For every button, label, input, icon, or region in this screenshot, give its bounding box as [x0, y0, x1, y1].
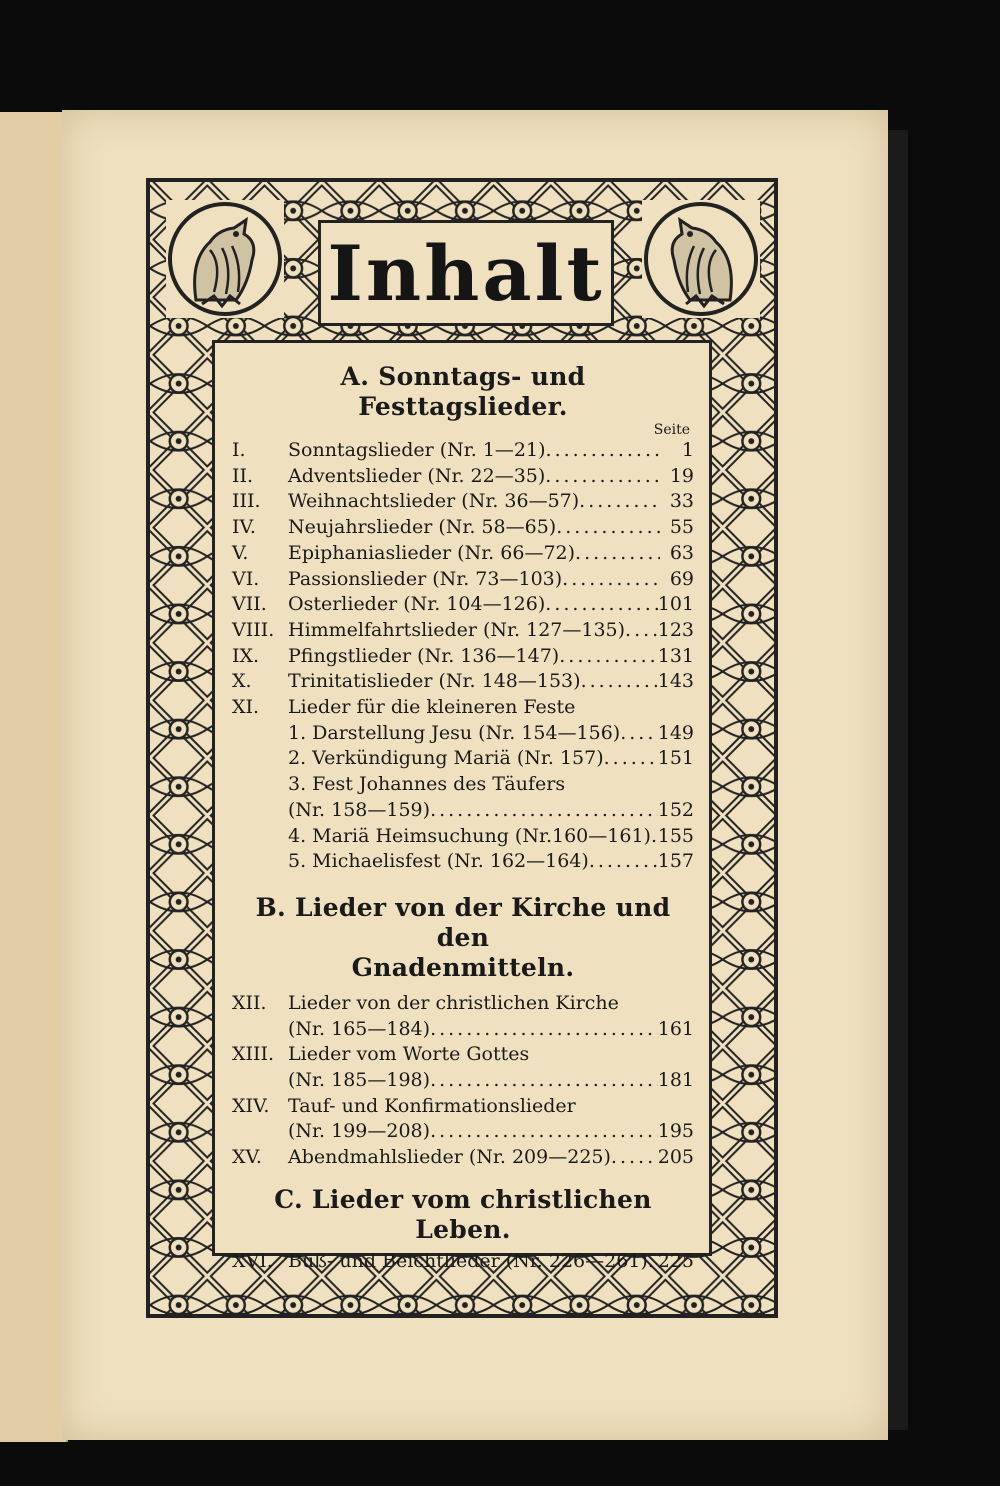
toc-label: Osterlieder (Nr. 104—126): [288, 593, 546, 616]
toc-leader-dots: [430, 1119, 658, 1145]
toc-row: [232, 1017, 694, 1043]
toc-number: [232, 1068, 288, 1094]
toc-label: Pfingstlieder (Nr. 136—147): [288, 644, 560, 667]
toc-page-number: 155: [657, 824, 694, 847]
toc-page-number: 19: [669, 464, 694, 487]
toc-leader-dots: [430, 798, 658, 824]
toc-label: Sonntagslieder (Nr. 1—21): [288, 439, 546, 461]
toc-leader-dots: [620, 721, 658, 747]
toc-label: Trinitatislieder (Nr. 148—153): [288, 670, 581, 693]
toc-leader-dots: [589, 849, 658, 875]
toc-page-number: 131: [657, 644, 694, 667]
toc-leader-dots: [559, 644, 658, 670]
toc-page-number: 55: [669, 516, 694, 539]
toc-row: [232, 567, 694, 593]
toc-leader-dots: [562, 567, 660, 593]
toc-row: [232, 798, 694, 824]
toc-number: X.: [232, 670, 252, 693]
toc-label: Lieder vom Worte Gottes: [288, 1043, 530, 1066]
toc-row: [232, 669, 694, 695]
toc-row: [232, 618, 694, 644]
toc-label: Tauf- und Konfirmationslieder: [288, 1094, 576, 1117]
toc-row: [232, 644, 694, 670]
toc-page-number: 195: [657, 1120, 694, 1143]
toc-label: Weihnachtslieder (Nr. 36—57): [288, 490, 580, 513]
toc-row: [232, 824, 694, 850]
toc-row: [232, 592, 694, 618]
toc-page-number: 181: [657, 1069, 694, 1092]
toc-number: [232, 1017, 288, 1043]
toc-label: 4. Mariä Heimsuchung (Nr.160—161): [288, 824, 651, 847]
toc-label: Buß- und Beichtlieder (Nr. 226—261): [288, 1249, 648, 1272]
toc-row: [232, 1119, 694, 1145]
title-box: [318, 220, 614, 326]
toc-row: [232, 746, 694, 772]
toc-label: (Nr. 165—184): [288, 1017, 431, 1040]
toc-leader-dots: [575, 541, 660, 567]
toc-label: Passionslieder (Nr. 73—103): [288, 567, 563, 590]
left-page-edge: [0, 112, 68, 1442]
toc-leader-dots: [625, 618, 658, 644]
toc-row: [232, 991, 694, 1017]
page-title: Inhalt: [327, 228, 605, 318]
toc-page-number: 149: [657, 721, 694, 744]
toc-page-number: 161: [657, 1017, 694, 1040]
toc-label: Neujahrslieder (Nr. 58—65): [288, 516, 557, 539]
toc-row: [232, 489, 694, 515]
toc-number: XIII.: [232, 1043, 275, 1066]
toc-number: V.: [232, 541, 249, 564]
toc-leader-dots: [579, 489, 660, 515]
eagle-icon: [642, 200, 760, 318]
toc-label: Himmelfahrtslieder (Nr. 127—135): [288, 618, 626, 641]
toc-label: Lieder von der christlichen Kirche: [288, 991, 619, 1014]
toc-row: [232, 1145, 694, 1171]
toc-label: (Nr. 158—159): [288, 798, 431, 821]
toc-label: 3. Fest Johannes des Täufers: [288, 773, 566, 796]
toc-page-number: 101: [657, 593, 694, 616]
toc-page-number: 157: [657, 850, 694, 873]
toc-page-number: 151: [657, 747, 694, 770]
toc-row: [232, 695, 694, 721]
seite-label: Seite: [653, 422, 690, 438]
toc-row: [232, 438, 694, 464]
toc-number: VIII.: [232, 618, 275, 641]
toc-page-number: 63: [669, 541, 694, 564]
toc-number: VII.: [232, 593, 267, 616]
toc-label: Epiphaniaslieder (Nr. 66—72): [288, 541, 576, 564]
toc-page-number: 123: [657, 618, 694, 641]
toc-leader-dots: [611, 1145, 658, 1171]
toc-leader-dots: [546, 438, 660, 464]
toc-label: Lieder für die kleineren Feste: [288, 696, 576, 719]
toc-row: [232, 515, 694, 541]
toc-leader-dots: [651, 824, 658, 850]
table-of-contents: [232, 362, 694, 1275]
toc-page-number: 1: [681, 439, 694, 461]
toc-row: [232, 1249, 694, 1275]
toc-leader-dots: [430, 1068, 658, 1094]
section-c-heading: C. Lieder vom christlichen Leben.: [274, 1184, 652, 1244]
toc-label: (Nr. 199—208): [288, 1120, 431, 1143]
section-b-list: [232, 991, 694, 1171]
toc-label: (Nr. 185—198): [288, 1069, 431, 1092]
toc-number: II.: [232, 464, 254, 487]
toc-page-number: 69: [669, 567, 694, 590]
toc-leader-dots: [545, 464, 660, 490]
section-a-heading: A. Sonntags- und Festtagslieder.: [340, 362, 586, 421]
toc-leader-dots: [648, 1249, 658, 1275]
toc-row: [232, 1068, 694, 1094]
toc-number: XI.: [232, 696, 260, 719]
toc-page-number: 33: [669, 490, 694, 513]
toc-number: XVI.: [232, 1249, 273, 1272]
toc-label: 2. Verkündigung Mariä (Nr. 157): [288, 747, 604, 770]
toc-row: [232, 464, 694, 490]
toc-number: III.: [232, 490, 261, 513]
toc-leader-dots: [604, 746, 658, 772]
section-c-list: [232, 1249, 694, 1275]
eagle-icon: [166, 200, 284, 318]
toc-page-number: 152: [657, 798, 694, 821]
toc-row: [232, 1094, 694, 1120]
toc-number: XIV.: [232, 1094, 270, 1117]
toc-label: Adventslieder (Nr. 22—35): [288, 464, 546, 487]
toc-page-number: 205: [657, 1146, 694, 1169]
toc-label: 1. Darstellung Jesu (Nr. 154—156): [288, 721, 621, 744]
toc-number: I.: [232, 439, 246, 461]
toc-row: [232, 1042, 694, 1068]
toc-number: XII.: [232, 991, 267, 1014]
section-xi-sublist: [232, 721, 694, 875]
toc-number: IV.: [232, 516, 256, 539]
toc-leader-dots: [556, 515, 660, 541]
toc-number: IX.: [232, 644, 260, 667]
toc-label: Abendmahlslieder (Nr. 209—225): [288, 1146, 611, 1169]
section-b-heading-line1: B. Lieder von der Kirche und den: [255, 892, 671, 952]
toc-leader-dots: [581, 669, 658, 695]
toc-page-number: 225: [657, 1249, 694, 1272]
toc-page-number: 143: [657, 670, 694, 693]
toc-number: XV.: [232, 1146, 262, 1169]
toc-row: [232, 849, 694, 875]
toc-row: [232, 721, 694, 747]
toc-row: [232, 541, 694, 567]
toc-label: 5. Michaelisfest (Nr. 162—164): [288, 850, 589, 873]
toc-leader-dots: [545, 592, 657, 618]
toc-row: [232, 772, 694, 798]
toc-number: VI.: [232, 567, 260, 590]
section-b-heading-line2: Gnadenmitteln.: [351, 952, 575, 982]
section-a-list: [232, 438, 694, 721]
toc-leader-dots: [430, 1017, 658, 1043]
book-cover-edge: [886, 130, 908, 1430]
toc-number: [232, 1119, 288, 1145]
